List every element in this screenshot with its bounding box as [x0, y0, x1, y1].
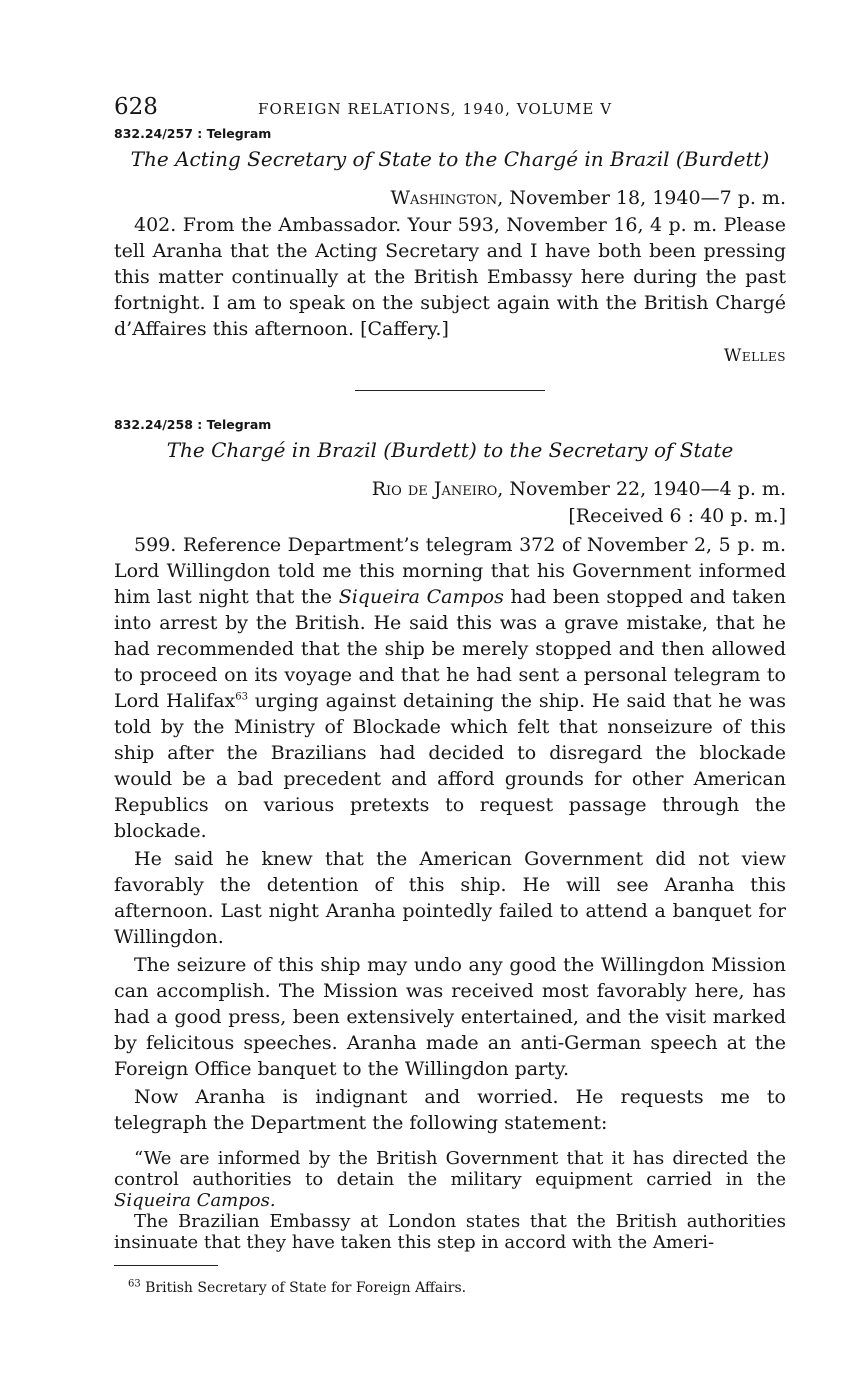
body-paragraph — [114, 532, 786, 844]
document-title: The Acting Secretary of State to the Chargé in Brazil (Burdett) — [130, 147, 770, 171]
dateline-place: Washington, — [390, 187, 504, 209]
footnote-marker[interactable]: 63 — [235, 691, 248, 703]
running-head — [114, 92, 786, 126]
footnote — [128, 1280, 786, 1296]
file-reference: 832.24/257 : Telegram — [114, 126, 272, 141]
ship-name: Siqueira Campos — [338, 586, 504, 608]
section-divider — [355, 390, 545, 391]
body-paragraph: Now Aranha is indignant and worried. He requests me to telegraph the Department the following statement: — [114, 1086, 786, 1134]
quote-text: “We are informed by the British Government that it has directed the control authorities to detain the military equipment carried in the — [114, 1148, 786, 1190]
body-paragraph: 402. From the Ambassador. Your 593, November 16, 4 p. m. Please tell Aranha that the Acting Secretary and I have both been pressing this matter continually at the British Embassy here during the past fortnight. I am to speak on the subject again with the British Chargé d’Affaires this afternoon. [Caffery.] — [114, 214, 786, 340]
telegram-599 — [114, 417, 786, 1253]
document-page — [114, 92, 786, 1296]
dateline-place: Rio de Janeiro, — [371, 478, 504, 500]
running-title: FOREIGN RELATIONS, 1940, VOLUME V — [258, 100, 613, 118]
file-reference: 832.24/258 : Telegram — [114, 417, 272, 432]
ship-name: Siqueira Campos. — [114, 1190, 276, 1211]
page-number: 628 — [114, 94, 158, 120]
footnote-rule — [114, 1265, 218, 1266]
quoted-statement — [114, 1148, 786, 1211]
paragraph-text: had been stopped and taken into arrest by the British. He said this was a grave mistake, that he had recommended that the ship be merely stopped and then allowed to proceed on its voyage and that he had sent a personal telegram to Lord Halifax — [114, 586, 786, 712]
dateline — [114, 476, 786, 503]
telegram-402 — [114, 126, 786, 366]
footnote-text: British Secretary of State for Foreign Affairs. — [140, 1280, 467, 1296]
dateline-date: November 18, 1940—7 p. m. — [503, 187, 786, 209]
paragraph-text: 599. Reference Department’s telegram 372 of November 2, 5 p. m. Lord Willingdon told me this morning that his Government informed him last night that the — [114, 534, 786, 608]
quoted-statement: The Brazilian Embassy at London states that the British authorities insinuate that they have taken this step in accord with the Ameri- — [114, 1211, 786, 1253]
footnote-number: 63 — [128, 1278, 141, 1290]
paragraph-text: urging against detaining the ship. He said that he was told by the Ministry of Blockade which felt that nonseizure of this ship after the Brazilians had decided to disregard the blockade would be a bad precedent and afford grounds for other American Republics on various pretexts to request passage through the blockade. — [114, 690, 786, 842]
dateline-date: November 22, 1940—4 p. m. — [503, 478, 786, 500]
received-note: [Received 6 : 40 p. m.] — [568, 505, 786, 527]
dateline — [114, 185, 786, 212]
body-paragraph: The seizure of this ship may undo any good the Willingdon Mission can accomplish. The Mission was received most favorably here, has had a good press, been extensively entertained, and the visit marked by felicitous speeches. Aranha made an anti-German speech at the Foreign Office banquet to the Willingdon party. — [114, 954, 786, 1080]
document-title: The Chargé in Brazil (Burdett) to the Secretary of State — [166, 438, 734, 462]
body-paragraph: He said he knew that the American Government did not view favorably the detention of this ship. He will see Aranha this afternoon. Last night Aranha pointedly failed to attend a banquet for Willingdon. — [114, 848, 786, 948]
signature: Welles — [723, 346, 786, 366]
